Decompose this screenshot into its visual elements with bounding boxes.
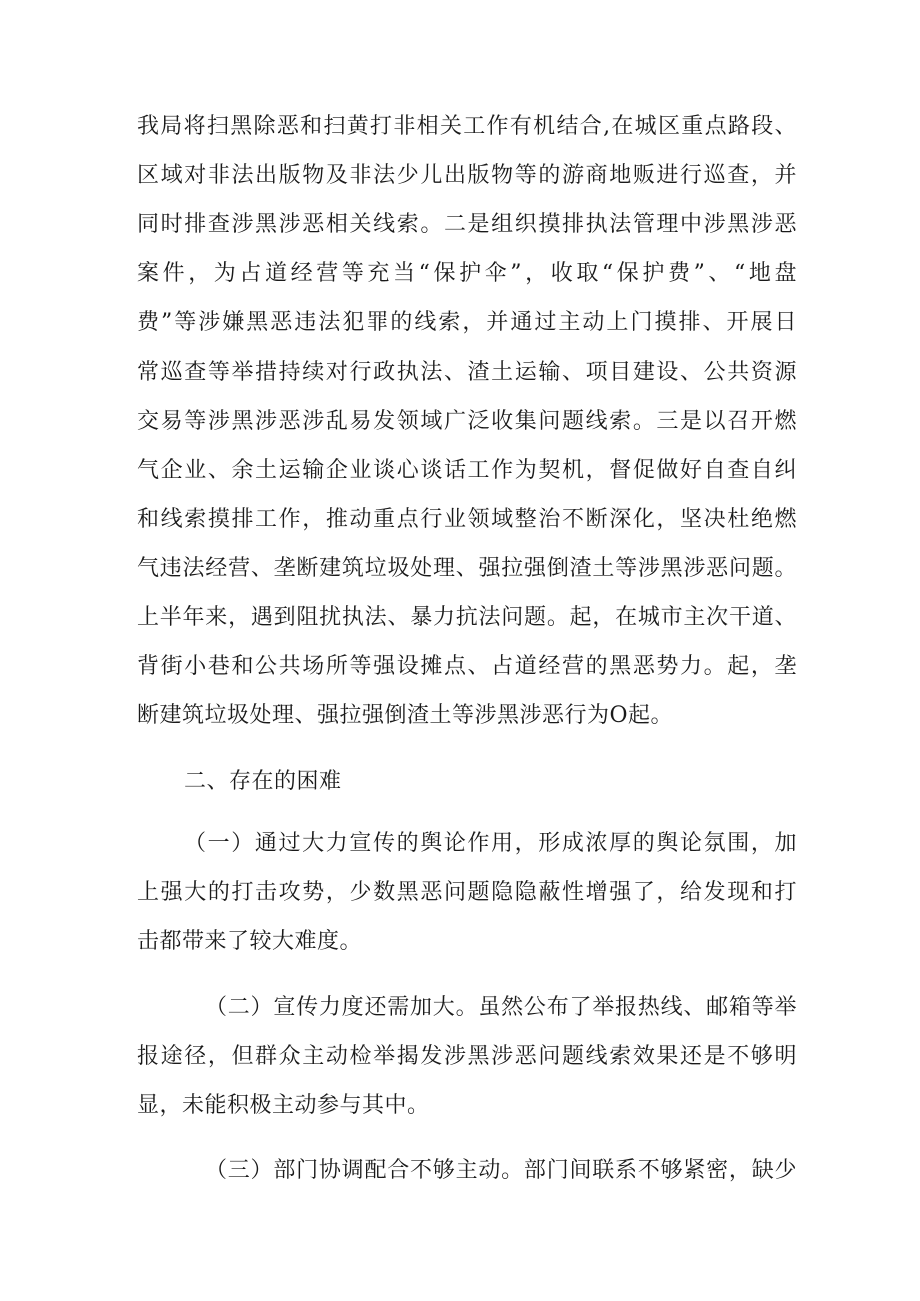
section-heading: 二、存在的困难 [184, 769, 342, 794]
paragraph-line: 背街小巷和公共场所等强设摊点、占道经营的黑恶势力。起，垄 [137, 654, 797, 679]
item-line: 显，未能积极主动参与其中。 [137, 1093, 430, 1118]
item-line: （一）通过大力宣传的舆论作用，形成浓厚的舆论氛围，加 [184, 831, 797, 856]
paragraph-line: 上半年来，遇到阻扰执法、暴力抗法问题。起，在城市主次干道、 [137, 605, 797, 630]
paragraph-line: 交易等涉黑涉恶涉乱易发领域广泛收集问题线索。三是以召开燃 [137, 409, 797, 434]
item-line: 上强大的打击攻势，少数黑恶问题隐隐蔽性增强了，给发现和打 [137, 880, 797, 905]
item-line: （二）宣传力度还需加大。虽然公布了举报热线、邮箱等举 [205, 995, 797, 1020]
paragraph-line: 气企业、余土运输企业谈心谈话工作为契机，督促做好自查自纠 [137, 458, 797, 483]
item-line: （三）部门协调配合不够主动。部门间联系不够紧密，缺少 [205, 1158, 797, 1183]
paragraph-line: 区域对非法出版物及非法少儿出版物等的游商地贩进行巡查，并 [137, 163, 797, 188]
paragraph-line: 案件，为占道经营等充当“保护伞”，收取“保护费”、“地盘 [137, 261, 797, 286]
paragraph-line: 同时排查涉黑涉恶相关线索。二是组织摸排执法管理中涉黑涉恶 [137, 212, 797, 237]
item-line: 报途径，但群众主动检举揭发涉黑涉恶问题线索效果还是不够明 [137, 1044, 797, 1069]
paragraph-line: 断建筑垃圾处理、强拉强倒渣土等涉黑涉恶行为O起。 [137, 703, 674, 728]
paragraph-line: 和线索摸排工作，推动重点行业领域整治不断深化，坚决杜绝燃 [137, 507, 797, 532]
paragraph-line: 费”等涉嫌黑恶违法犯罪的线索，并通过主动上门摸排、开展日 [137, 310, 797, 335]
item-line: 击都带来了较大难度。 [137, 929, 363, 954]
paragraph-line: 气违法经营、垄断建筑垃圾处理、强拉强倒渣土等涉黑涉恶问题。 [137, 556, 797, 581]
paragraph-line: 常巡查等举措持续对行政执法、渣土运输、项目建设、公共资源 [137, 360, 797, 385]
paragraph-line: 我局将扫黑除恶和扫黄打非相关工作有机结合,在城区重点路段、 [137, 114, 797, 139]
